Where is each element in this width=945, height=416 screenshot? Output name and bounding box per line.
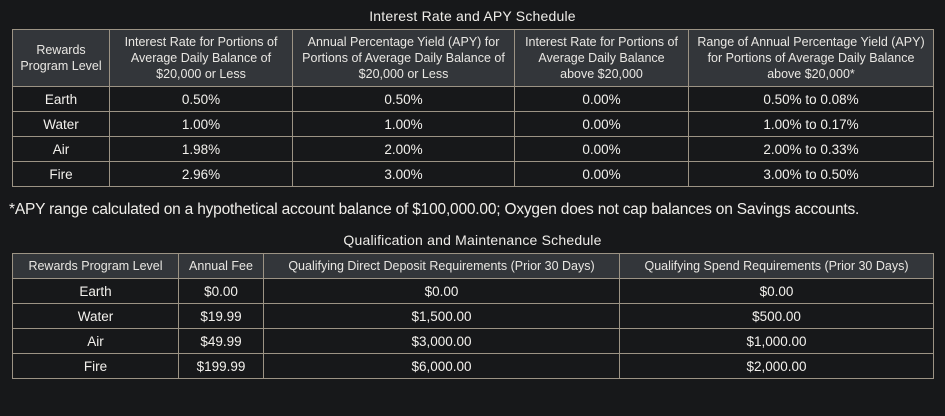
cell-apy-range: 3.00% to 0.50% <box>689 162 934 187</box>
cell-level: Earth <box>13 87 110 112</box>
interest-table-header-row <box>13 30 934 87</box>
qualification-table-header-row <box>13 254 934 279</box>
table-row-water <box>13 112 934 137</box>
column-header-rewards-level: Rewards Program Level <box>13 254 179 279</box>
cell-level: Fire <box>13 162 110 187</box>
cell-apy-range: 0.50% to 0.08% <box>689 87 934 112</box>
cell-direct-deposit: $1,500.00 <box>264 304 620 329</box>
cell-rate-under: 1.98% <box>110 137 293 162</box>
column-header-apy-under-20k: Annual Percentage Yield (APY) for Portions of Average Daily Balance of $20,000 or Less <box>293 30 515 87</box>
cell-rate-under: 2.96% <box>110 162 293 187</box>
cell-level: Water <box>13 112 110 137</box>
cell-rate-above: 0.00% <box>515 137 689 162</box>
column-header-direct-deposit-req: Qualifying Direct Deposit Requirements (Prior 30 Days) <box>264 254 620 279</box>
cell-annual-fee: $19.99 <box>179 304 264 329</box>
cell-level: Air <box>13 137 110 162</box>
cell-spend: $2,000.00 <box>620 354 934 379</box>
cell-apy-under: 3.00% <box>293 162 515 187</box>
column-header-rewards-level: Rewards Program Level <box>13 30 110 87</box>
table-row-earth <box>13 279 934 304</box>
column-header-apy-range-above-20k: Range of Annual Percentage Yield (APY) for Portions of Average Daily Balance above $20,000* <box>689 30 934 87</box>
cell-apy-under: 2.00% <box>293 137 515 162</box>
cell-apy-range: 2.00% to 0.33% <box>689 137 934 162</box>
cell-direct-deposit: $3,000.00 <box>264 329 620 354</box>
cell-level: Water <box>13 304 179 329</box>
interest-table-title: Interest Rate and APY Schedule <box>369 8 576 24</box>
cell-rate-under: 0.50% <box>110 87 293 112</box>
interest-rate-apy-table <box>12 29 934 187</box>
cell-rate-under: 1.00% <box>110 112 293 137</box>
cell-annual-fee: $199.99 <box>179 354 264 379</box>
apy-range-footnote: *APY range calculated on a hypothetical account balance of $100,000.00; Oxygen does not cap balances on Savings accounts. <box>9 201 860 218</box>
cell-annual-fee: $49.99 <box>179 329 264 354</box>
cell-level: Fire <box>13 354 179 379</box>
table-row-fire <box>13 162 934 187</box>
table-row-fire <box>13 354 934 379</box>
cell-apy-range: 1.00% to 0.17% <box>689 112 934 137</box>
column-header-interest-rate-above-20k: Interest Rate for Portions of Average Daily Balance above $20,000 <box>515 30 689 87</box>
qualification-maintenance-table <box>12 253 934 379</box>
table-row-earth <box>13 87 934 112</box>
cell-annual-fee: $0.00 <box>179 279 264 304</box>
cell-spend: $1,000.00 <box>620 329 934 354</box>
table-row-water <box>13 304 934 329</box>
cell-apy-under: 0.50% <box>293 87 515 112</box>
qualification-table-title: Qualification and Maintenance Schedule <box>343 232 602 248</box>
cell-level: Air <box>13 329 179 354</box>
cell-direct-deposit: $0.00 <box>264 279 620 304</box>
cell-rate-above: 0.00% <box>515 112 689 137</box>
cell-rate-above: 0.00% <box>515 162 689 187</box>
cell-spend: $500.00 <box>620 304 934 329</box>
table-row-air <box>13 137 934 162</box>
column-header-annual-fee: Annual Fee <box>179 254 264 279</box>
cell-spend: $0.00 <box>620 279 934 304</box>
cell-direct-deposit: $6,000.00 <box>264 354 620 379</box>
cell-apy-under: 1.00% <box>293 112 515 137</box>
column-header-spend-req: Qualifying Spend Requirements (Prior 30 Days) <box>620 254 934 279</box>
cell-level: Earth <box>13 279 179 304</box>
table-row-air <box>13 329 934 354</box>
column-header-interest-rate-under-20k: Interest Rate for Portions of Average Daily Balance of $20,000 or Less <box>110 30 293 87</box>
cell-rate-above: 0.00% <box>515 87 689 112</box>
